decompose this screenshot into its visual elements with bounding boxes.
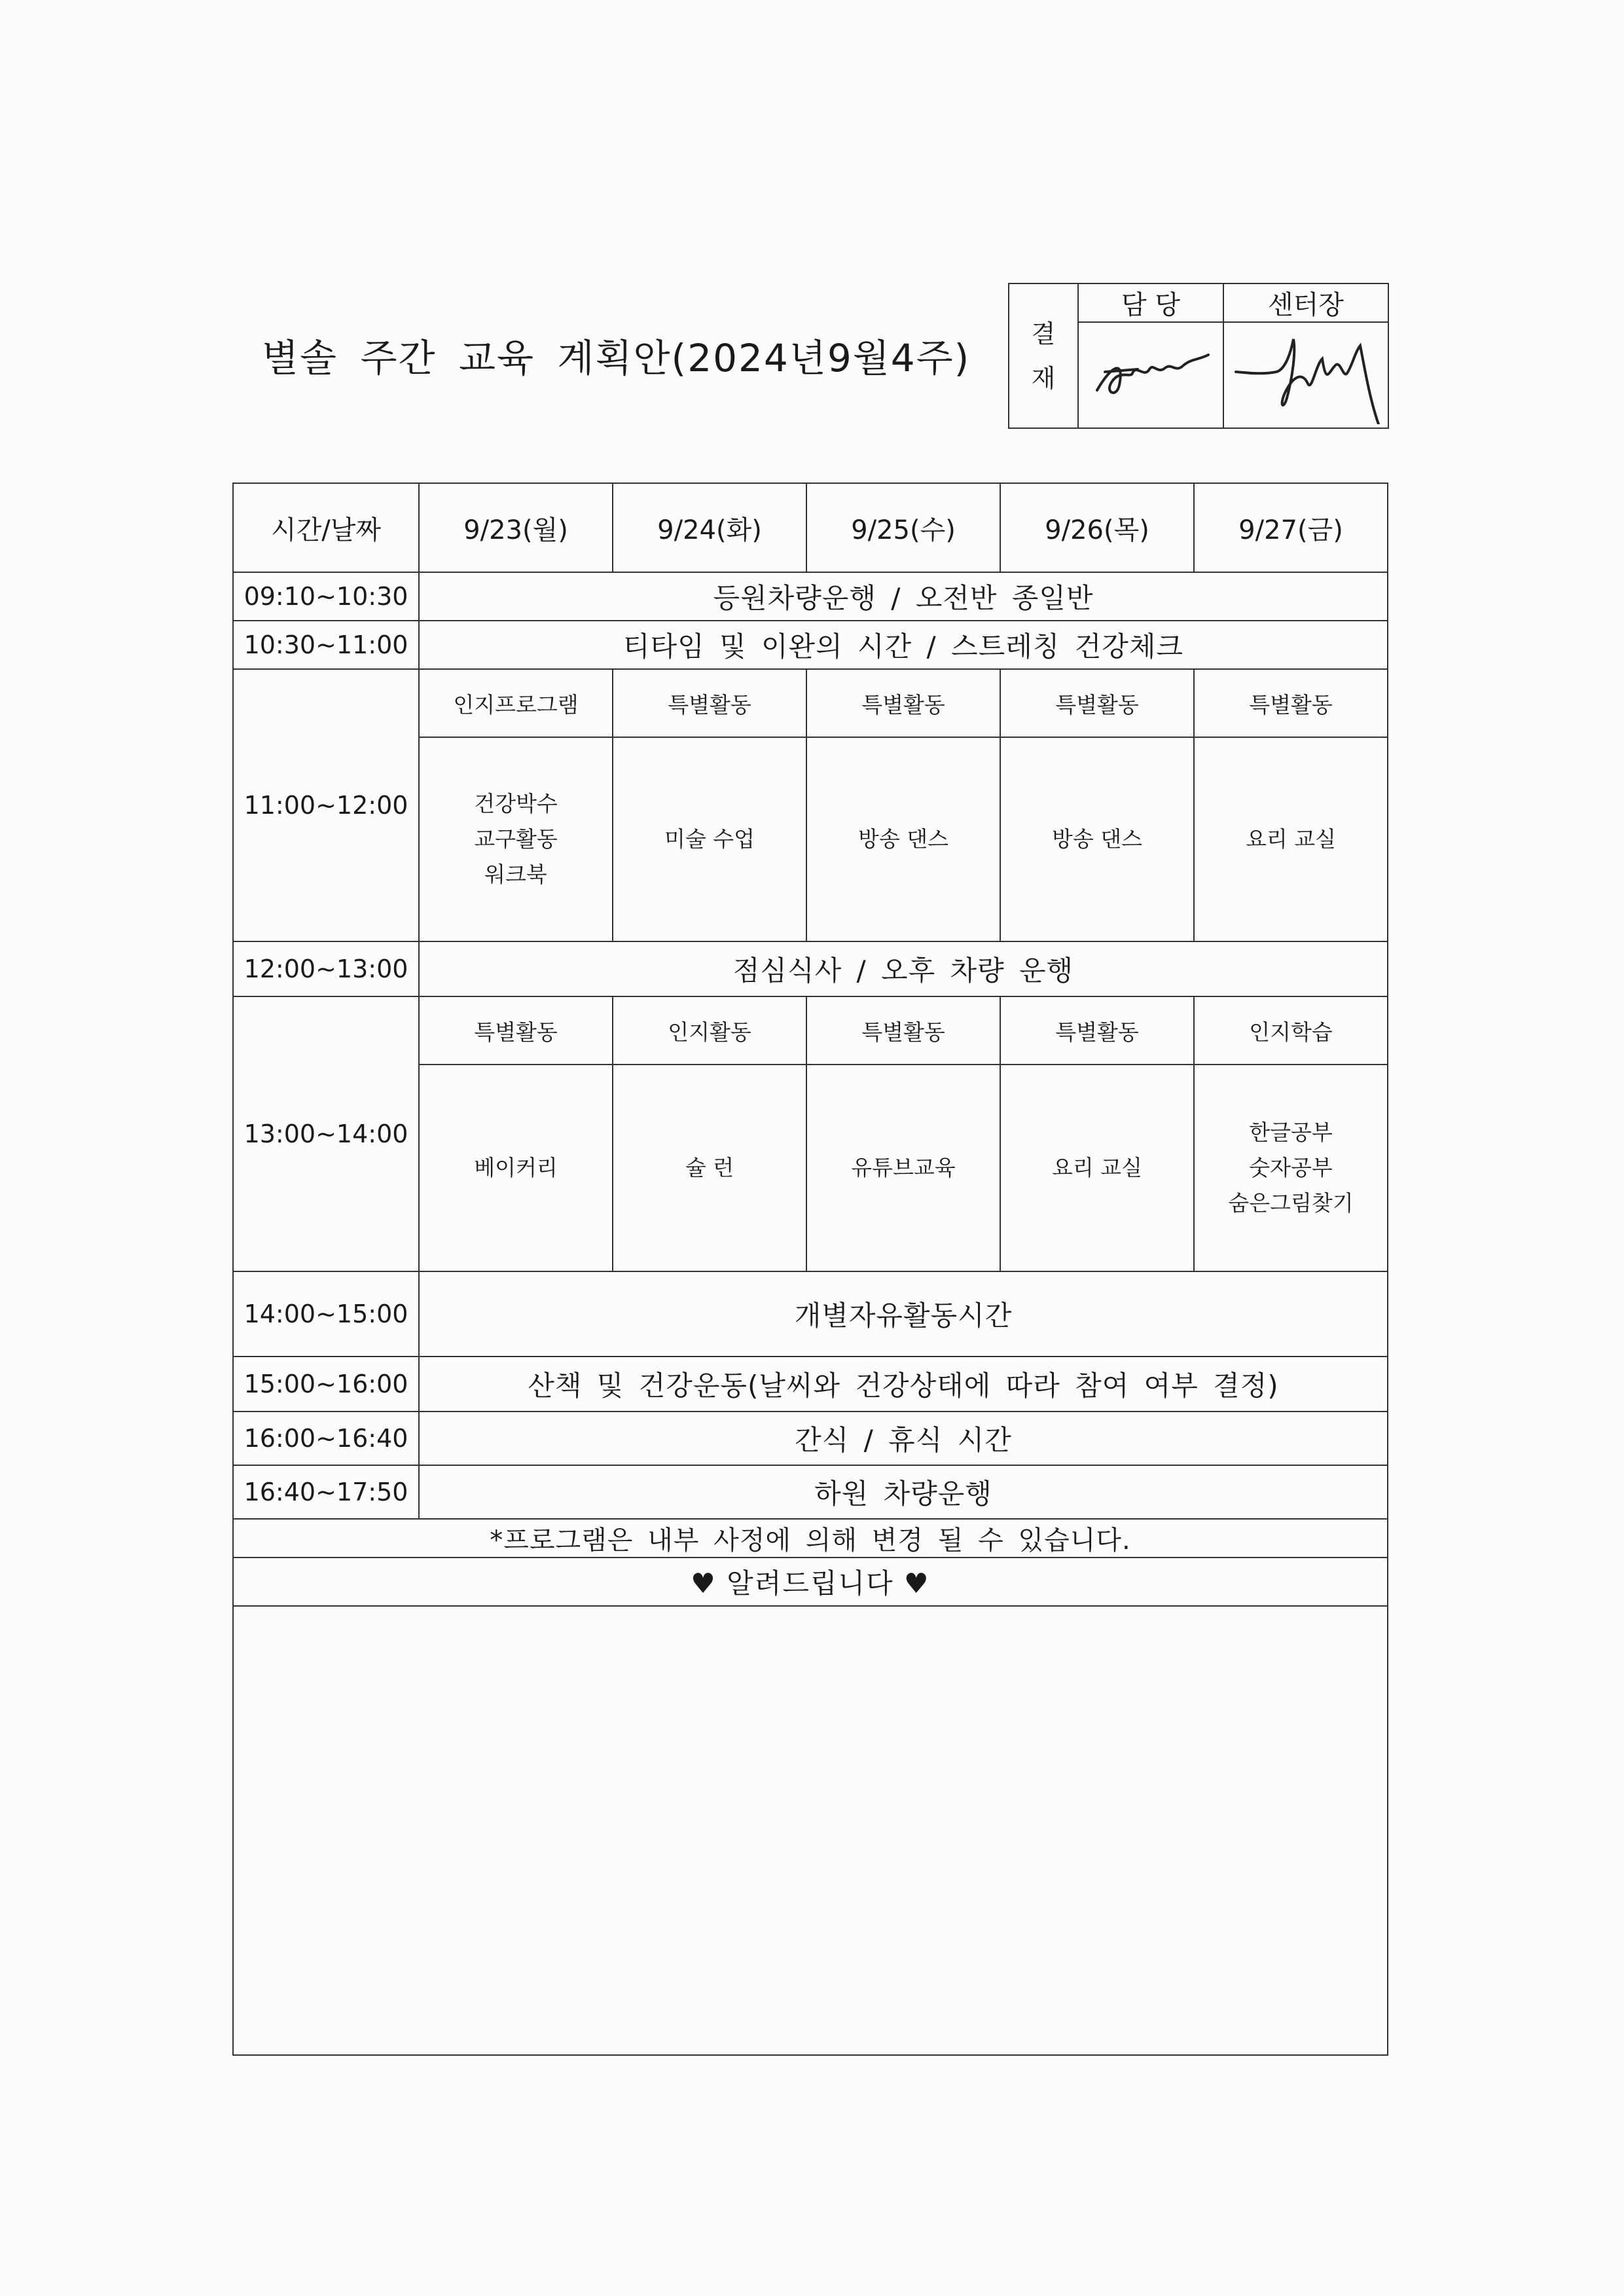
director-signature xyxy=(1223,322,1388,428)
approval-col-manager: 담 당 xyxy=(1078,283,1223,322)
activity-cell xyxy=(613,737,806,941)
activity-line: 워크북 xyxy=(484,862,547,887)
category-cell: 특별활동 xyxy=(1194,669,1388,737)
schedule-row xyxy=(233,572,1388,621)
notice-row xyxy=(233,1519,1388,1558)
activity-line: 미술 수업 xyxy=(664,826,755,852)
schedule-row xyxy=(233,1465,1388,1519)
header-day-fri: 9/27(금) xyxy=(1194,483,1388,572)
time-cell: 14:00~15:00 xyxy=(233,1271,419,1357)
time-cell: 11:00~12:00 xyxy=(233,669,419,941)
approval-side-label-1: 결 xyxy=(1031,319,1056,348)
approval-side-label-2: 재 xyxy=(1031,363,1056,393)
activity-cell xyxy=(419,737,613,941)
header-day-tue: 9/24(화) xyxy=(613,483,806,572)
activity-span: 점심식사 / 오후 차량 운행 xyxy=(419,941,1388,996)
category-cell: 특별활동 xyxy=(1000,669,1194,737)
activity-span: 산책 및 건강운동(날씨와 건강상태에 따라 참여 여부 결정) xyxy=(419,1357,1388,1412)
activity-line: 베이커리 xyxy=(474,1155,558,1180)
category-cell: 인지프로그램 xyxy=(419,669,613,737)
activity-cell xyxy=(419,1065,613,1271)
category-cell: 특별활동 xyxy=(613,669,806,737)
category-cell: 특별활동 xyxy=(1000,996,1194,1065)
weekly-schedule-table xyxy=(232,483,1388,2056)
activity-line: 방송 댄스 xyxy=(1051,826,1142,852)
time-cell: 12:00~13:00 xyxy=(233,941,419,996)
activity-cell xyxy=(1194,737,1388,941)
time-cell: 13:00~14:00 xyxy=(233,996,419,1271)
header-day-thu: 9/26(목) xyxy=(1000,483,1194,572)
activity-line: 슐 런 xyxy=(685,1155,734,1180)
schedule-row xyxy=(233,1357,1388,1412)
schedule-row xyxy=(233,941,1388,996)
activity-cell xyxy=(806,737,1000,941)
time-cell: 16:00~16:40 xyxy=(233,1412,419,1465)
activity-cell xyxy=(613,1065,806,1271)
manager-signature xyxy=(1078,322,1223,428)
approval-side-label xyxy=(1009,283,1078,428)
document-title: 별솔 주간 교육 계획안(2024년9월4주) xyxy=(262,336,971,380)
header-row xyxy=(233,483,1388,572)
activity-span: 간식 / 휴식 시간 xyxy=(419,1412,1388,1465)
activity-span: 티타임 및 이완의 시간 / 스트레칭 건강체크 xyxy=(419,621,1388,669)
activity-line: 숨은그림찾기 xyxy=(1228,1190,1354,1216)
category-row xyxy=(233,669,1388,737)
activity-line: 한글공부 xyxy=(1249,1120,1333,1145)
activity-span: 등원차량운행 / 오전반 종일반 xyxy=(419,572,1388,621)
category-row xyxy=(233,996,1388,1065)
blank-row xyxy=(233,1606,1388,2055)
time-cell: 15:00~16:00 xyxy=(233,1357,419,1412)
activity-line: 요리 교실 xyxy=(1051,1155,1142,1180)
approval-box xyxy=(1008,283,1389,429)
header-day-wed: 9/25(수) xyxy=(806,483,1000,572)
activity-span: 하원 차량운행 xyxy=(419,1465,1388,1519)
activity-cell xyxy=(806,1065,1000,1271)
category-cell: 특별활동 xyxy=(419,996,613,1065)
activity-cell xyxy=(1000,737,1194,941)
category-cell: 특별활동 xyxy=(806,996,1000,1065)
header-day-mon: 9/23(월) xyxy=(419,483,613,572)
activity-line: 유튜브교육 xyxy=(851,1155,956,1180)
change-notice: *프로그램은 내부 사정에 의해 변경 될 수 있습니다. xyxy=(233,1519,1388,1558)
schedule-row xyxy=(233,1412,1388,1465)
schedule-row xyxy=(233,1271,1388,1357)
schedule-row xyxy=(233,621,1388,669)
activity-line: 요리 교실 xyxy=(1245,826,1336,852)
category-cell: 인지학습 xyxy=(1194,996,1388,1065)
activity-line: 숫자공부 xyxy=(1249,1155,1333,1180)
activity-cell xyxy=(1194,1065,1388,1271)
activity-line: 건강박수 xyxy=(474,791,558,816)
inform-blank-area xyxy=(233,1606,1388,2055)
time-cell: 09:10~10:30 xyxy=(233,572,419,621)
time-cell: 10:30~11:00 xyxy=(233,621,419,669)
time-cell: 16:40~17:50 xyxy=(233,1465,419,1519)
activity-line: 방송 댄스 xyxy=(857,826,948,852)
inform-row xyxy=(233,1558,1388,1606)
activity-cell xyxy=(1000,1065,1194,1271)
approval-col-director: 센터장 xyxy=(1223,283,1388,322)
inform-heading: ♥ 알려드립니다 ♥ xyxy=(233,1558,1388,1606)
header-time-label: 시간/날짜 xyxy=(233,483,419,572)
category-cell: 특별활동 xyxy=(806,669,1000,737)
category-cell: 인지활동 xyxy=(613,996,806,1065)
activity-line: 교구활동 xyxy=(474,826,558,852)
activity-span: 개별자유활동시간 xyxy=(419,1271,1388,1357)
